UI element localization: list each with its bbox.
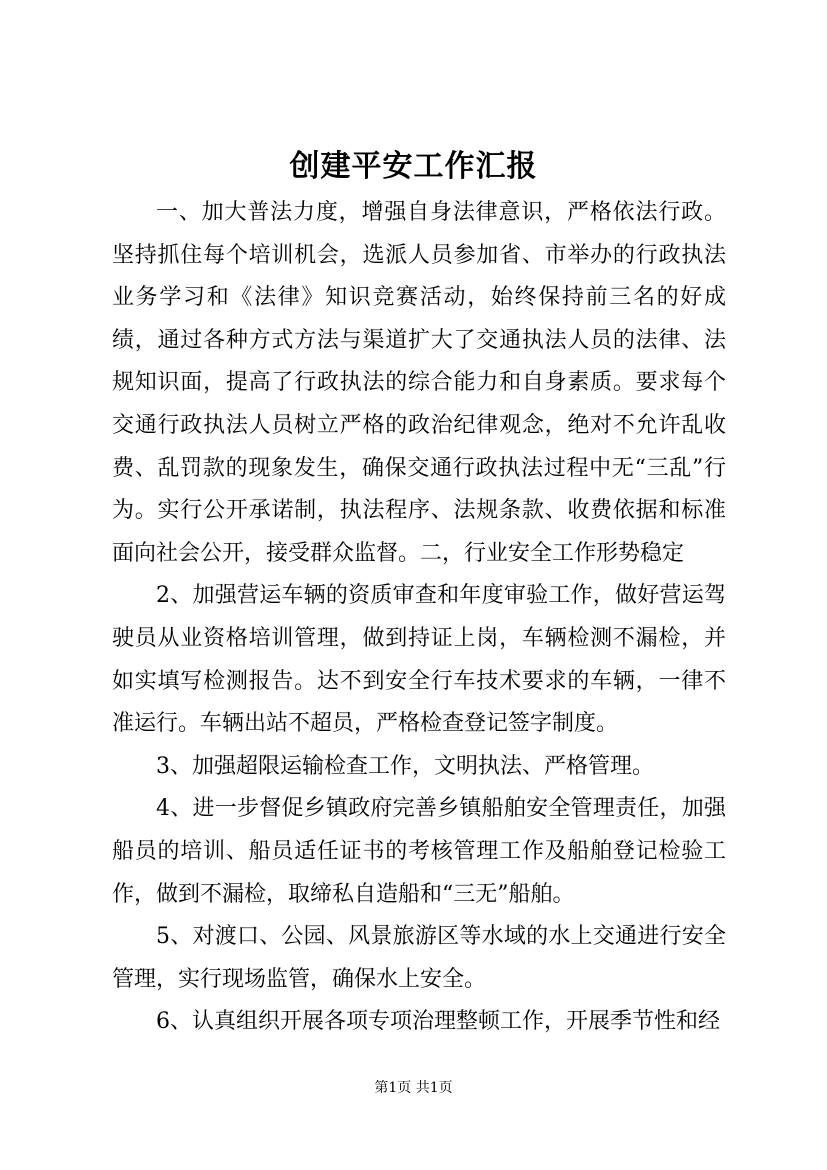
document-body bbox=[112, 192, 726, 1044]
paragraph: 4、进一步督促乡镇政府完善乡镇船舶安全管理责任，加强船员的培训、船员适任证书的考核管理工作及船舶登记检验工作，做到不漏检，取缔私自造船和“三无”船舶。 bbox=[112, 796, 726, 907]
paragraph: 一、加大普法力度，增强自身法律意识，严格依法行政。坚持抓住每个培训机会，选派人员参加省、市举办的行政执法业务学习和《法律》知识竞赛活动，始终保持前三名的好成绩，通过各种方式方法与渠道扩大了交通执法人员的法律、法规知识面，提高了行政执法的综合能力和自身素质。要求每个交通行政执法人员树立严格的政治纪律观念，绝对不允许乱收费、乱罚款的现象发生，确保交通行政执法过程中无“三乱”行为。实行公开承诺制，执法程序、法规条款、收费依据和标准面向社会公开，接受群众监督。二，行业安全工作形势稳定 bbox=[112, 200, 726, 566]
paragraph: 2、加强营运车辆的资质审查和年度审验工作，做好营运驾驶员从业资格培训管理，做到持证上岗，车辆检测不漏检，并如实填写检测报告。达不到安全行车技术要求的车辆，一律不准运行。车辆出站不超员，严格检查登记签字制度。 bbox=[112, 583, 726, 737]
paragraph: 5、对渡口、公园、风景旅游区等水域的水上交通进行安全管理，实行现场监管，确保水上安全。 bbox=[112, 924, 726, 992]
paragraph: 6、认真组织开展各项专项治理整顿工作，开展季节性和经 bbox=[156, 1009, 720, 1035]
paragraph: 3、加强超限运输检查工作，文明执法、严格管理。 bbox=[156, 753, 654, 779]
document-title: 创建平安工作汇报 bbox=[289, 149, 538, 184]
page-footer: 第1页 共1页 bbox=[374, 1080, 453, 1096]
